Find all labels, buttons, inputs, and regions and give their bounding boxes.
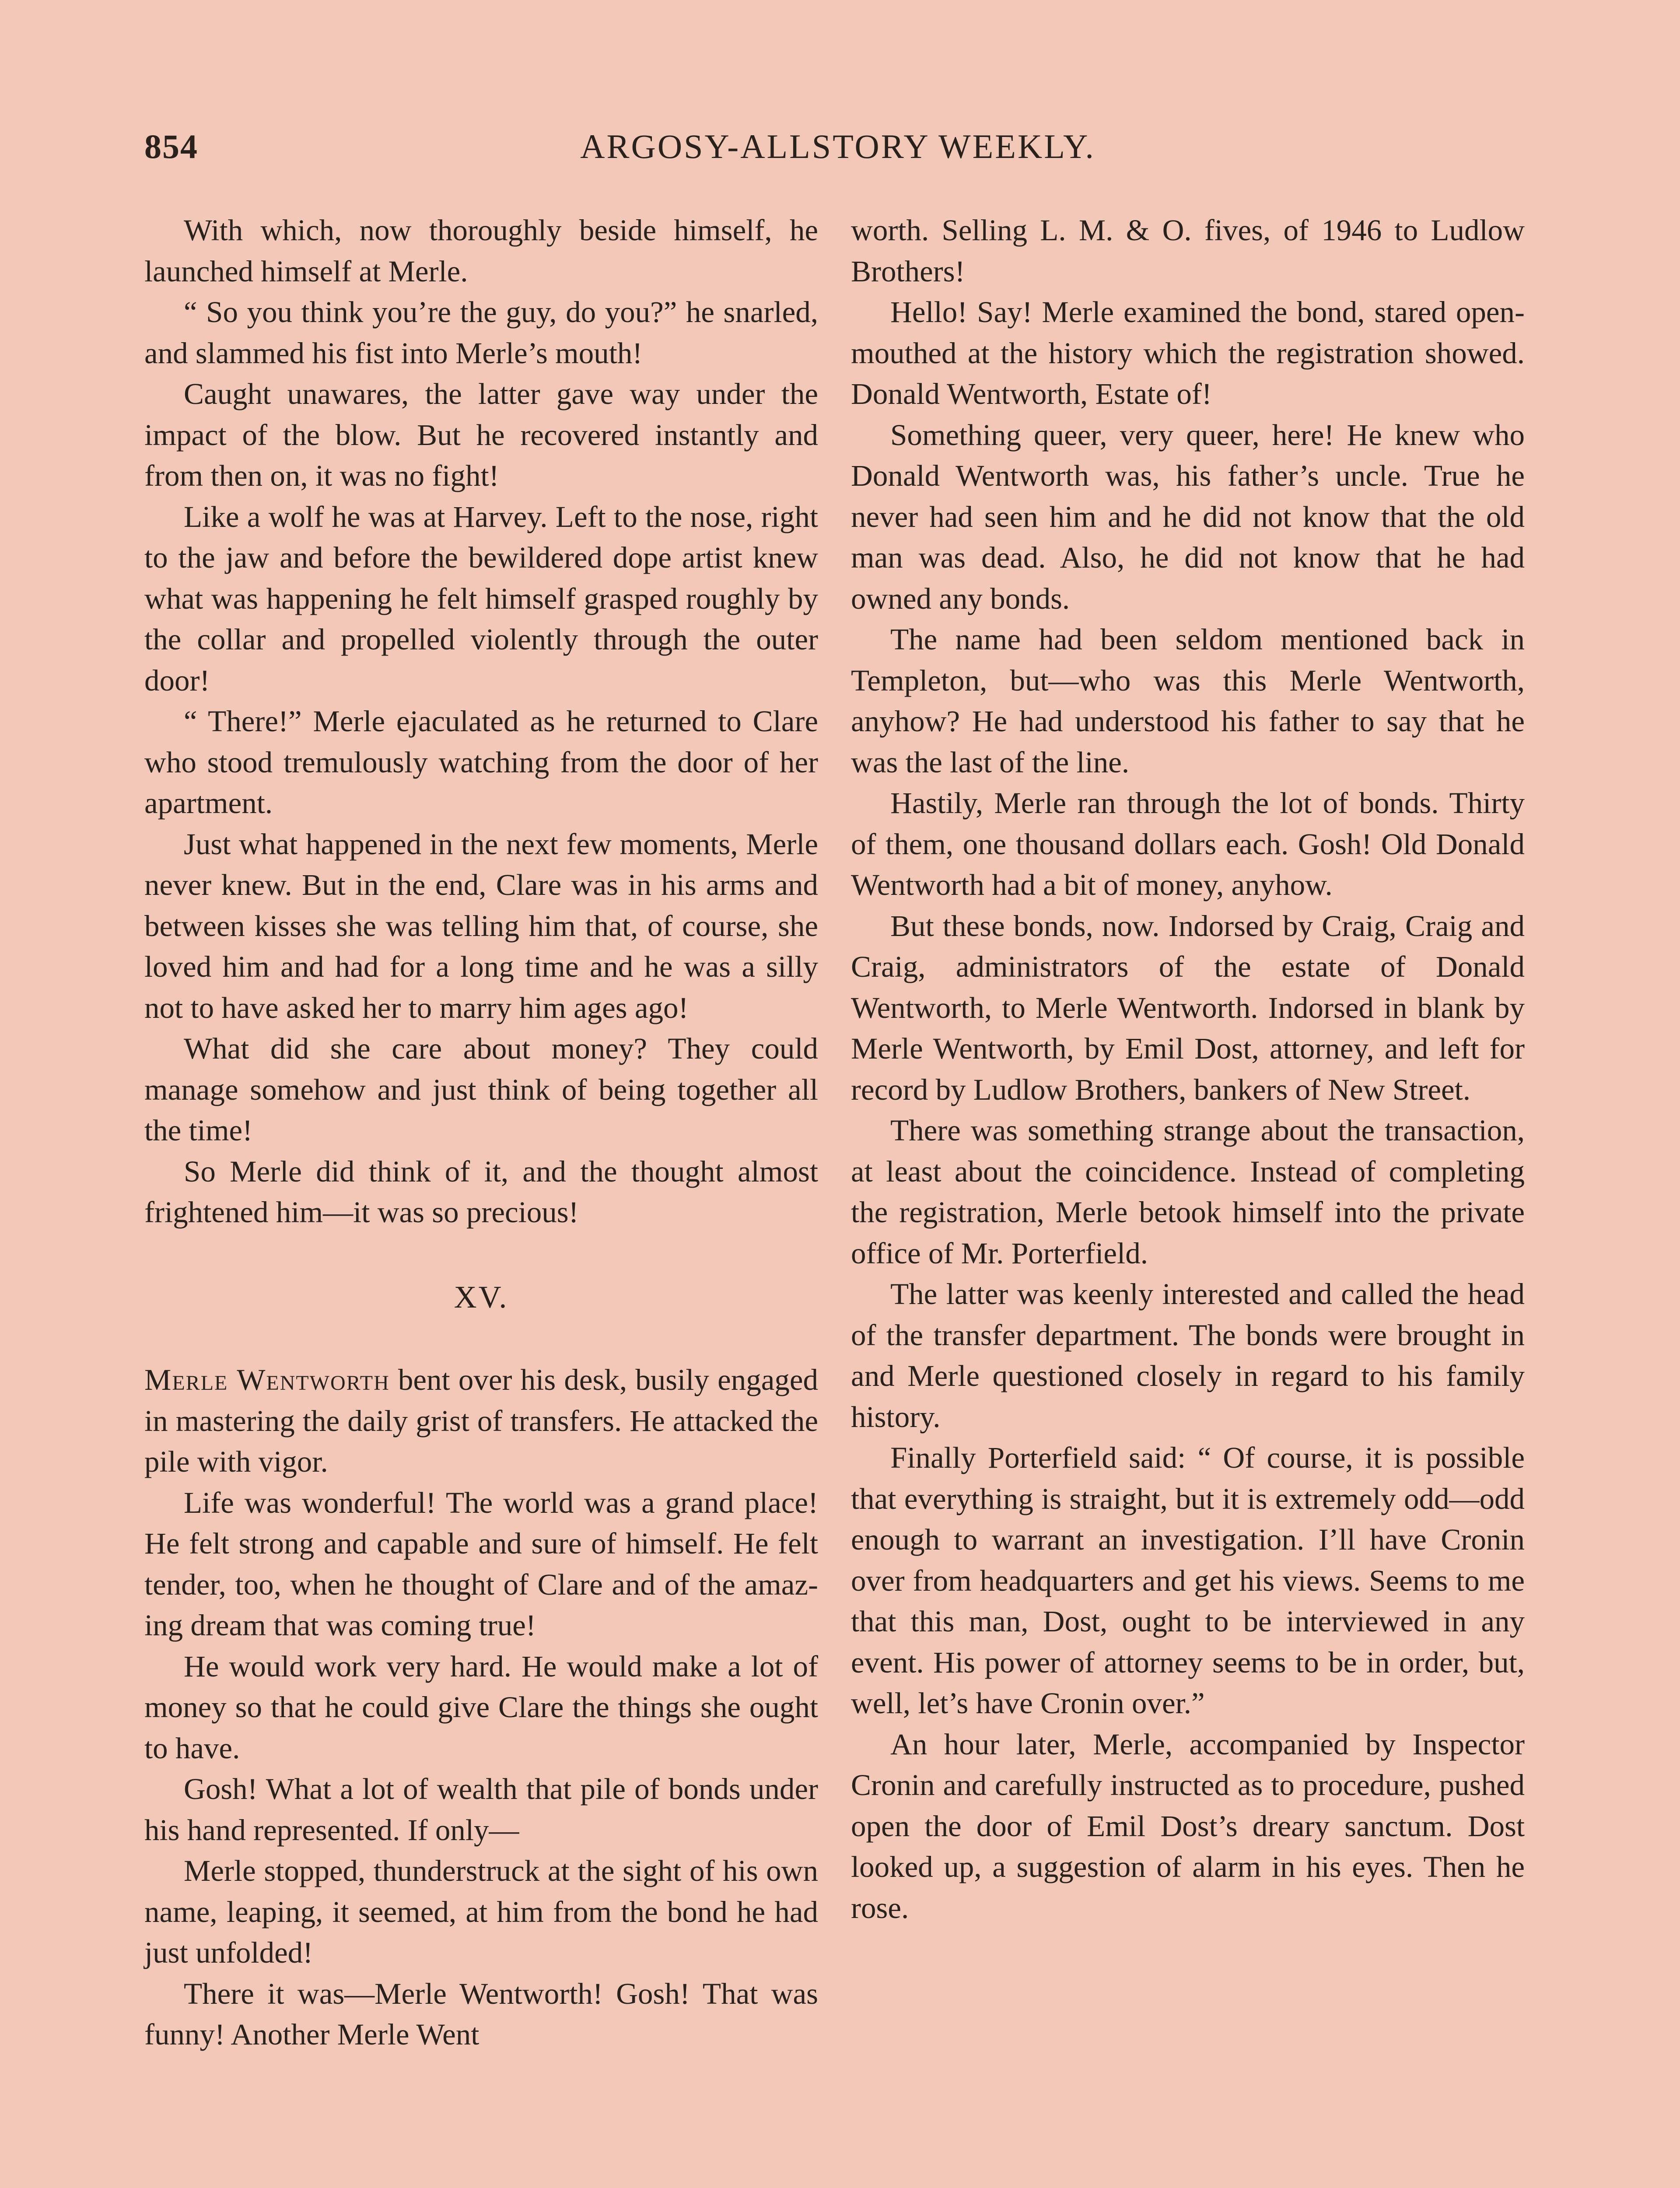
paragraph: The latter was keenly interested and called the head of the transfer department. The bonds were brought in and Merle questioned closely in regard to his family history.	[851, 1277, 1525, 1434]
paragraph: Hello! Say! Merle examined the bond, stared open-mouthed at the history which the registration showed. Donald Wentworth, Estate of!	[851, 295, 1525, 410]
left-column	[144, 210, 818, 2055]
paragraph: There it was—Merle Wentworth! Gosh! That was funny! Another Merle Went	[144, 1977, 818, 2051]
paragraph: There was something strange about the transaction, at least about the coincidence. Instead of completing the registration, Merle betook himself into the private office of Mr. Porterfield.	[851, 1114, 1525, 1270]
paragraph: Hastily, Merle ran through the lot of bonds. Thirty of them, one thousand dollars each. Gosh! Old Donald Wentworth had a bit of money, anyhow.	[851, 786, 1525, 901]
paragraph: “ So you think you’re the guy, do you?” he snarled, and slammed his fist into Merle’s mouth!	[144, 295, 818, 370]
chapter-opening-small-caps: Merle Wentworth	[144, 1363, 390, 1396]
paragraph: “ There!” Merle ejaculated as he returned to Clare who stood tremulously watching from the door of her apartment.	[144, 705, 818, 820]
paragraph: What did she care about money? They could manage somehow and just think of being together all the time!	[144, 1032, 818, 1147]
paragraph: With which, now thoroughly beside himself, he launched himself at Merle.	[144, 214, 818, 288]
paragraph: Finally Porterfield said: “ Of course, it is possible that everything is straight, but it is extremely odd—odd enough to warrant an investigation. I’ll have Cronin over from headquarters and get his views. Seems to me that this man, Dost, ought to be interviewed in any event. His power of attorney seems to be in order, but, well, let’s have Cronin over.”	[851, 1441, 1525, 1720]
paragraph: Caught unawares, the latter gave way under the impact of the blow. But he recovered instantly and from then on, it was no fight!	[144, 377, 818, 492]
running-title: ARGOSY-ALLSTORY WEEKLY.	[580, 127, 1096, 165]
paragraph: An hour later, Merle, accompanied by Inspector Cronin and carefully instructed as to procedure, pushed open the door of Emil Dost’s dreary sanctum. Dost looked up, a suggestion of alarm in his eyes. Then he rose.	[851, 1727, 1525, 1925]
chapter-heading: XV.	[454, 1279, 509, 1315]
right-column	[851, 210, 1525, 1929]
paragraph: Life was wonderful! The world was a grand place! He felt strong and capable and sure of himself. He felt tender, too, when he thought of Clare and of the amazing dream that was coming true!	[144, 1486, 818, 1642]
paragraph: Just what happened in the next few moments, Merle never knew. But in the end, Clare was in his arms and between kisses she was telling him that, of course, she loved him and had for a long time and he was a silly not to have asked her to marry him ages ago!	[144, 827, 818, 1024]
page-number: 854	[144, 127, 198, 165]
page-header	[144, 127, 1531, 179]
paragraph: Like a wolf he was at Harvey. Left to the nose, right to the jaw and before the bewildered dope artist knew what was happening he felt himself grasped roughly by the collar and propelled violently through the outer door!	[144, 500, 818, 697]
paragraph: The name had been seldom mentioned back in Templeton, but—who was this Merle Wentworth, anyhow? He had understood his father to say that he was the last of the line.	[851, 623, 1525, 779]
paragraph-continuation: worth. Selling L. M. & O. fives, of 1946 to Ludlow Brothers!	[851, 214, 1525, 288]
chapter-opening-text: bent over his desk, busily engaged in mastering the daily grist of transfers. He attacked the pile with vigor.	[144, 1363, 818, 1478]
chapter-opening-paragraph	[144, 1360, 818, 1483]
paragraph: He would work very hard. He would make a lot of money so that he could give Clare the things she ought to have.	[144, 1649, 818, 1765]
paragraph: Something queer, very queer, here! He knew who Donald Wentworth was, his father’s uncle. True he never had seen him and he did not know that the old man was dead. Also, he did not know that he had owned any bonds.	[851, 418, 1525, 615]
paragraph: So Merle did think of it, and the thought almost frightened him—it was so precious!	[144, 1154, 818, 1229]
paragraph: But these bonds, now. Indorsed by Craig, Craig and Craig, administrators of the estate of Donald Wentworth, to Merle Wentworth. Indorsed in blank by Merle Wentworth, by Emil Dost, attorney, and left for record by Ludlow Brothers, bankers of New Street.	[851, 909, 1525, 1106]
paragraph: Gosh! What a lot of wealth that pile of bonds under his hand represented. If only—	[144, 1772, 818, 1847]
paragraph: Merle stopped, thunderstruck at the sight of his own name, leaping, it seemed, at him from the bond he had just unfolded!	[144, 1854, 818, 1969]
